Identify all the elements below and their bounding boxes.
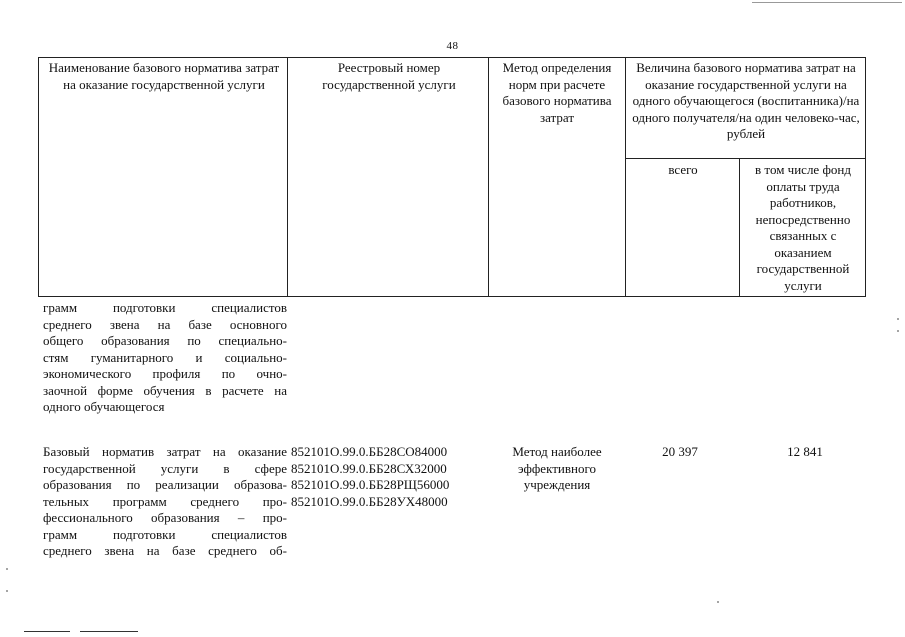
scan-artifact [80, 631, 138, 632]
scan-artifact [6, 590, 8, 592]
text-line: государственной услуги в сфере [43, 460, 287, 476]
text-line: тельных программ среднего про- [43, 493, 287, 509]
scan-artifact [897, 330, 899, 332]
text-line: грамм подготовки специалистов [43, 526, 287, 542]
column-divider [625, 58, 626, 296]
text-line: фессионального образования – про- [43, 510, 287, 525]
text-line: грамм подготовки специалистов [43, 300, 287, 315]
header-value-column: Величина базового норматива затрат на оказание государственной услуги на одного обучающегося (воспитанника)/на одного получателя/на один человеко-час, рублей [632, 60, 860, 141]
row-2-service-name [43, 444, 287, 560]
text-line: одного обучающегося [43, 399, 165, 414]
text-line: среднего звена на базе среднего об- [43, 543, 287, 558]
registry-number: 852101О.99.0.ББ28СО84000 [291, 444, 448, 459]
text-line: среднего звена на базе основного [43, 316, 287, 332]
table-header [38, 57, 866, 297]
scan-artifact [24, 631, 70, 632]
text-line: заочной форме обучения в расчете на [43, 382, 287, 398]
header-total-subcolumn: всего [668, 162, 698, 177]
scan-artifact [752, 2, 902, 3]
row-2-registry-numbers [291, 444, 487, 510]
column-divider [287, 58, 288, 296]
registry-number: 852101О.99.0.ББ28СХ32000 [291, 460, 447, 476]
scan-artifact [717, 601, 719, 603]
text-line: стям гуманитарного и социально- [43, 349, 287, 365]
scan-artifact [6, 568, 8, 570]
scan-artifact [897, 318, 899, 320]
column-divider [488, 58, 489, 296]
text-line: общего образования по специально- [43, 333, 287, 348]
registry-number: 852101О.99.0.ББ28РЩ56000 [291, 477, 450, 492]
row-2-total: 20 397 [662, 444, 698, 459]
text-line: Базовый норматив затрат на оказание [43, 444, 287, 459]
column-divider [739, 158, 740, 296]
row-divider [625, 158, 865, 159]
header-method-column: Метод определения норм при расчете базового норматива затрат [502, 60, 612, 125]
text-line: экономического профиля по очно- [43, 366, 287, 381]
header-name-column: Наименование базового норматива затрат на оказание государственной услуги [48, 60, 280, 92]
header-wage-fund-subcolumn: в том числе фонд оплаты труда работников, непосредственно связанных с оказанием государственной услуги [755, 162, 851, 293]
row-2-method: Метод наиболее эффективного учреждения [512, 444, 602, 492]
registry-number: 852101О.99.0.ББ28УХ48000 [291, 493, 448, 509]
page-number: 48 [446, 40, 459, 52]
header-registry-number-column: Реестровый номер государственной услуги [322, 60, 456, 92]
row-1-service-name [43, 300, 287, 416]
row-2-wage-fund: 12 841 [787, 444, 823, 459]
text-line: образования по реализации образова- [43, 477, 287, 492]
